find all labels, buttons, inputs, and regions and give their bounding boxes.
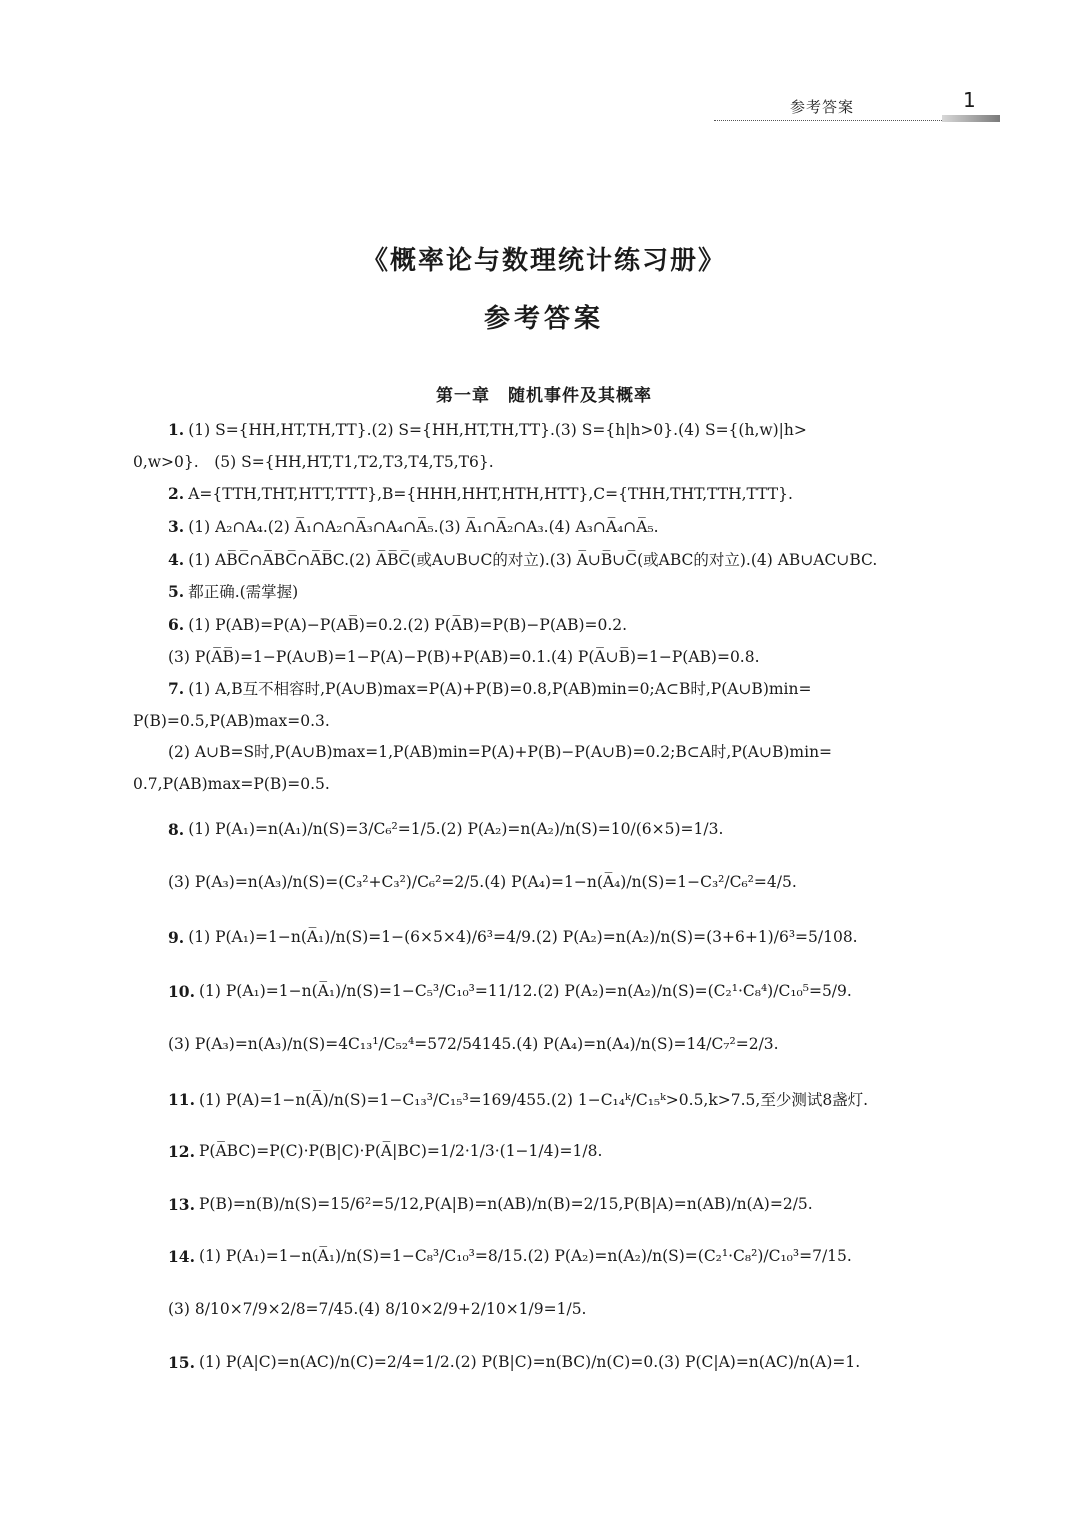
answer-text: (1) P(A₁)=1−n(A̅₁)/n(S)=1−C₅³/C₁₀³=11/12.(2) P(A₂)=n(A₂)/n(S)=(C₂¹·C₈⁴)/C₁₀⁵=5/9. xyxy=(198,982,852,1000)
answer-7-part-2: (2) A∪B=S时,P(A∪B)max=1,P(AB)min=P(A)+P(B)−P(A∪B)=0.2;B⊂A时,P(A∪B)min= xyxy=(168,743,833,761)
answer-text: (1) P(A)=1−n(A̅)/n(S)=1−C₁₃³/C₁₅³=169/455.(2) 1−C₁₄ᵏ/C₁₅ᵏ>0.5,k>7.5,至少测试8盏灯. xyxy=(198,1091,869,1109)
answer-text: (1) P(A₁)=1−n(A̅₁)/n(S)=1−C₈³/C₁₀³=8/15.(2) P(A₂)=n(A₂)/n(S)=(C₂¹·C₈²)/C₁₀³=7/15. xyxy=(198,1247,852,1265)
answer-6-part-2: (3) P(A̅B̅)=1−P(A∪B)=1−P(A)−P(B)+P(AB)=0.1.(4) P(A̅∪B̅)=1−P(AB)=0.8. xyxy=(168,648,760,666)
answer-text: (3) P(A₃)=n(A₃)/n(S)=4C₁₃¹/C₅₂⁴=572/54145.(4) P(A₄)=n(A₄)/n(S)=14/C₇²=2/3. xyxy=(168,1035,779,1053)
answer-12 xyxy=(168,1128,602,1174)
answer-5 xyxy=(168,582,298,602)
answer-text: 都正确.(需掌握) xyxy=(188,583,299,601)
answer-number: 1. xyxy=(168,420,185,439)
answer-text: (1) P(AB)=P(A)−P(AB̅)=0.2.(2) P(A̅B)=P(B)−P(AB)=0.2. xyxy=(188,616,628,634)
answer-14 xyxy=(168,1233,852,1279)
answer-3 xyxy=(168,517,659,537)
answer-7-part-2-continued: 0.7,P(AB)max=P(B)=0.5. xyxy=(133,775,330,793)
page-number: 1 xyxy=(963,88,976,112)
answer-7-continued: P(B)=0.5,P(AB)max=0.3. xyxy=(133,712,330,730)
answer-text: P(B)=n(B)/n(S)=15/6²=5/12,P(A|B)=n(AB)/n(B)=2/15,P(B|A)=n(AB)/n(A)=2/5. xyxy=(198,1195,813,1213)
answer-number: 15. xyxy=(168,1352,195,1372)
answer-number: 3. xyxy=(168,517,185,536)
answer-number: 9. xyxy=(168,927,185,947)
book-title: 《概率论与数理统计练习册》 xyxy=(361,246,726,276)
answer-text: (1) S={HH,HT,TH,TT}.(2) S={HH,HT,TH,TT}.(3) S={h|h>0}.(4) S={(h,w)|h> xyxy=(188,421,807,439)
answer-10-part-2 xyxy=(168,1021,779,1067)
answer-number: 13. xyxy=(168,1194,195,1214)
header-gradient-bar xyxy=(942,115,1000,122)
answer-1-continued: 0,w>0}. (5) S={HH,HT,T1,T2,T3,T4,T5,T6}. xyxy=(133,453,494,471)
answer-key-title: 参考答案 xyxy=(483,304,604,334)
chapter-heading: 第一章 随机事件及其概率 xyxy=(436,386,652,406)
answer-7 xyxy=(168,679,812,699)
answer-number: 14. xyxy=(168,1246,195,1266)
running-header-label: 参考答案 xyxy=(790,98,855,116)
answer-2 xyxy=(168,484,793,504)
answer-text: (1) A₂∩A₄.(2) A̅₁∩A₂∩A̅₃∩A₄∩A̅₅.(3) A̅₁∩A̅₂∩A₃.(4) A₃∩A̅₄∩A̅₅. xyxy=(188,518,659,536)
answer-8 xyxy=(168,806,723,852)
answer-text: (1) AB̅C̅∩A̅BC̅∩A̅B̅C.(2) A̅B̅C̅(或A∪B∪C的对立).(3) A̅∪B̅∪C̅(或ABC的对立).(4) AB∪AC∪BC. xyxy=(188,551,878,569)
answer-number: 5. xyxy=(168,582,185,601)
answer-number: 2. xyxy=(168,484,185,503)
answer-number: 10. xyxy=(168,981,195,1001)
answer-number: 11. xyxy=(168,1089,195,1109)
answer-11 xyxy=(168,1076,868,1122)
answer-14-part-2 xyxy=(168,1286,587,1332)
answer-text: (3) 8/10×7/9×2/8=7/45.(4) 8/10×2/9+2/10×1/9=1/5. xyxy=(168,1300,587,1318)
answer-10 xyxy=(168,968,852,1014)
answer-8-part-2 xyxy=(168,859,797,905)
header-rule xyxy=(714,120,942,121)
answer-text: A={TTH,THT,HTT,TTT},B={HHH,HHT,HTH,HTT},C={THH,THT,TTH,TTT}. xyxy=(188,485,793,503)
answer-number: 4. xyxy=(168,550,185,569)
answer-4 xyxy=(168,550,877,570)
answer-number: 6. xyxy=(168,615,185,634)
answer-1 xyxy=(168,420,807,440)
answer-text: (1) P(A₁)=1−n(A̅₁)/n(S)=1−(6×5×4)/6³=4/9.(2) P(A₂)=n(A₂)/n(S)=(3+6+1)/6³=5/108. xyxy=(188,928,858,946)
answer-text: (1) A,B互不相容时,P(A∪B)max=P(A)+P(B)=0.8,P(AB)min=0;A⊂B时,P(A∪B)min= xyxy=(188,680,812,698)
answer-text: (1) P(A₁)=n(A₁)/n(S)=3/C₆²=1/5.(2) P(A₂)=n(A₂)/n(S)=10/(6×5)=1/3. xyxy=(188,820,724,838)
answer-text: (3) P(A₃)=n(A₃)/n(S)=(C₃²+C₃²)/C₆²=2/5.(4) P(A₄)=1−n(A̅₄)/n(S)=1−C₃²/C₆²=4/5. xyxy=(168,873,797,891)
answer-13 xyxy=(168,1181,813,1227)
answer-text: P(A̅BC)=P(C)·P(B|C)·P(A̅|BC)=1/2·1/3·(1−1/4)=1/8. xyxy=(198,1142,603,1160)
answer-9 xyxy=(168,914,858,960)
answer-15 xyxy=(168,1339,860,1385)
answer-number: 12. xyxy=(168,1141,195,1161)
answer-6 xyxy=(168,615,627,635)
answer-text: (1) P(A|C)=n(AC)/n(C)=2/4=1/2.(2) P(B|C)=n(BC)/n(C)=0.(3) P(C|A)=n(AC)/n(A)=1. xyxy=(198,1353,861,1371)
answer-number: 7. xyxy=(168,679,185,698)
answer-number: 8. xyxy=(168,819,185,839)
